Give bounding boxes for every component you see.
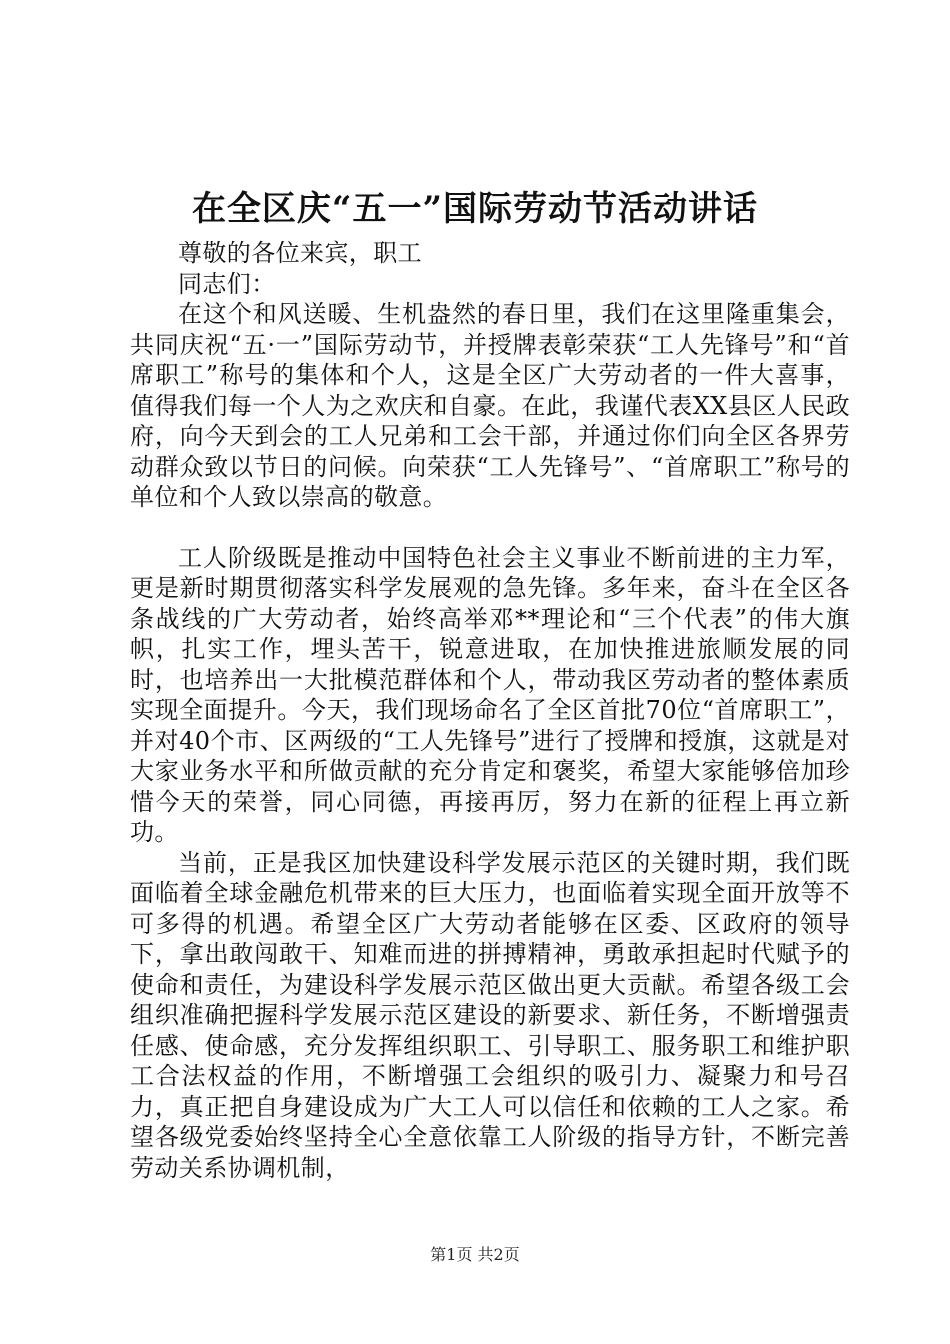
salutation-line: 同志们： bbox=[178, 269, 276, 298]
paragraph: 当前，正是我区加快建设科学发展示范区的关键时期，我们既面临着全球金融危机带来的巨大压力，也面临着实现全面开放等不可多得的机遇。希望全区广大劳动者能够在区委、区政府的领导下，拿出敢闯敢干、知难而进的拼搏精神，勇敢承担起时代赋予的使命和责任，为建设科学发展示范区做出更大贡献。希望各级工会组织准确把握科学发展示范区建设的新要求、新任务，不断增强责任感、使命感，充分发挥组织职工、引导职工、服务职工和维护职工合法权益的作用，不断增强工会组织的吸引力、凝聚力和号召力，真正把自身建设成为广大工人可以信任和依赖的工人之家。希望各级党委始终坚持全心全意依靠工人阶级的指导方针，不断完善劳动关系协调机制， bbox=[130, 848, 850, 1182]
document-body bbox=[130, 238, 850, 1183]
document-title: 在全区庆“五一”国际劳动节活动讲话 bbox=[191, 189, 759, 229]
page-number-footer: 第1页 共2页 bbox=[430, 1245, 520, 1264]
salutation-line: 尊敬的各位来宾，职工 bbox=[178, 239, 422, 267]
paragraph: 工人阶级既是推动中国特色社会主义事业不断前进的主力军，更是新时期贯彻落实科学发展观的急先锋。多年来，奋斗在全区各条战线的广大劳动者，始终高举邓**理论和“三个代表”的伟大旗帜，扎实工作，埋头苦干，锐意进取，在加快推进旅顺发展的同时，也培养出一大批模范群体和个人，带动我区劳动者的整体素质实现全面提升。今天，我们现场命名了全区首批70位“首席职工”，并对40个市、区两级的“工人先锋号”进行了授牌和授旗，这就是对大家业务水平和所做贡献的充分肯定和褒奖，希望大家能够倍加珍惜今天的荣誉，同心同德，再接再厉，努力在新的征程上再立新功。 bbox=[130, 543, 850, 846]
paragraph: 在这个和风送暖、生机盎然的春日里，我们在这里隆重集会，共同庆祝“五·一”国际劳动节，并授牌表彰荣获“工人先锋号”和“首席职工”称号的集体和个人，这是全区广大劳动者的一件大喜事，值得我们每一个人为之欢庆和自豪。在此，我谨代表XX县区人民政府，向今天到会的工人兄弟和工会干部，并通过你们向全区各界劳动群众致以节日的问候。向荣获“工人先锋号”、“首席职工”称号的单位和个人致以崇高的敬意。 bbox=[130, 300, 850, 511]
